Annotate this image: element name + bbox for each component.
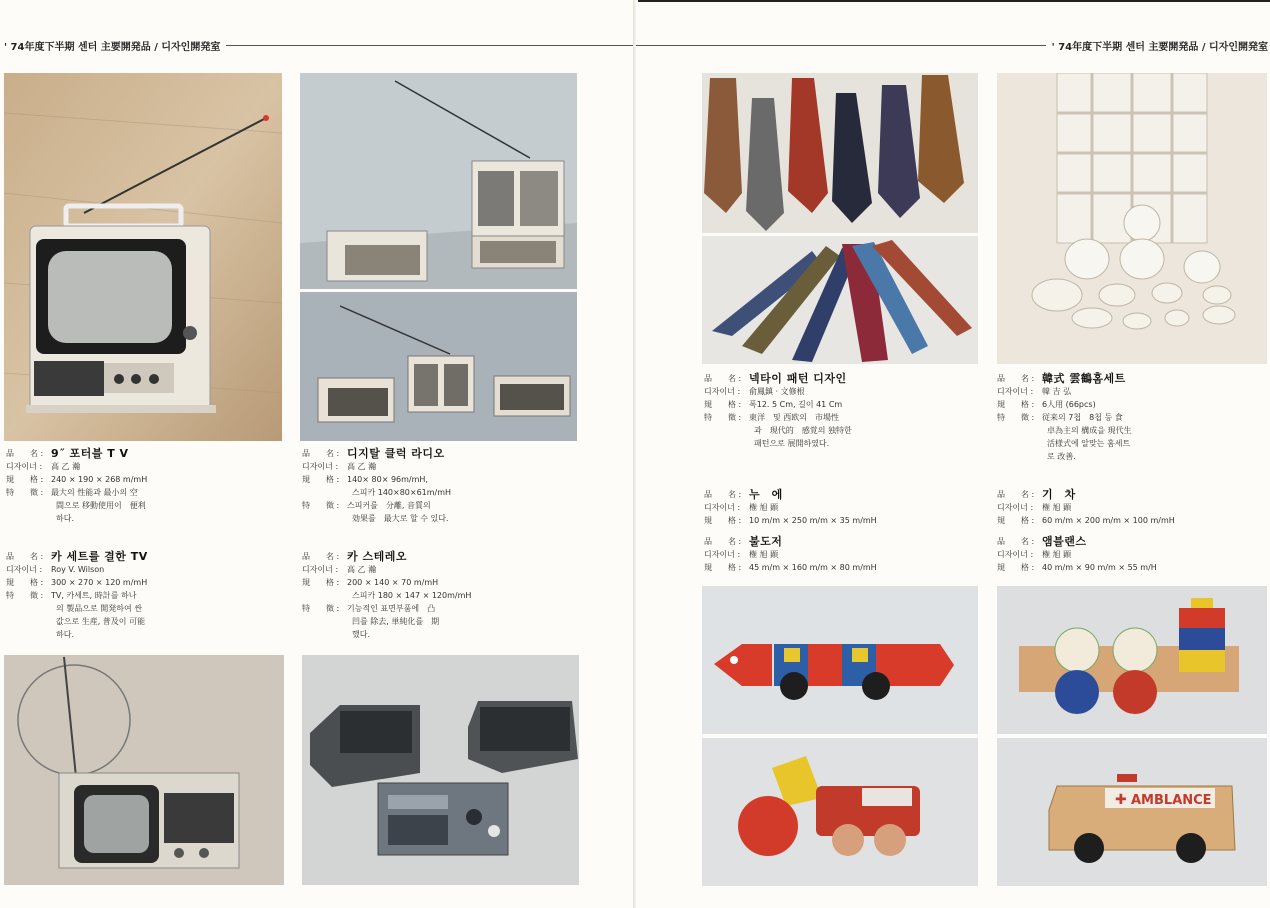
product-feature: 間으로 移動使用이 便利	[56, 501, 146, 510]
label-designer: 디자이너 :	[6, 462, 43, 471]
product-size: 60 m/m × 200 m/m × 100 m/mH	[1042, 516, 1175, 525]
product-feature: 東洋 및 西欧의 市場性	[749, 413, 839, 422]
photo-silkworm-toy	[702, 586, 978, 734]
product-size: 스피카 180 × 147 × 120m/mH	[352, 591, 472, 600]
photo-portable-tv	[4, 73, 282, 441]
product-name: 앰블랜스	[1042, 535, 1087, 548]
product-feature: TV, 카세트, 時計를 하나	[51, 591, 137, 600]
product-size: 40 m/m × 90 m/m × 55 m/H	[1042, 563, 1157, 572]
ambulance-label: AMBLANCE	[1131, 793, 1212, 808]
product-designer: 韓 吉 弘	[1042, 387, 1072, 396]
spec-train-toy	[997, 488, 1267, 527]
label-feature: 特 徵 :	[6, 488, 44, 497]
header-rule-left	[226, 45, 634, 46]
label-designer: 디자이너 :	[997, 550, 1034, 559]
product-feature: 했다.	[352, 630, 370, 639]
label-size: 規 格 :	[302, 475, 340, 484]
product-feature: 로 改善.	[1047, 452, 1076, 461]
label-name: 品 名 :	[302, 449, 340, 458]
photo-ambulance-toy	[997, 738, 1267, 886]
label-designer: 디자이너 :	[704, 503, 741, 512]
label-designer: 디자이너 :	[704, 387, 741, 396]
label-feature: 特 徵 :	[302, 501, 340, 510]
product-name: 넥타이 패턴 디자인	[749, 372, 847, 385]
label-designer: 디자이너 :	[302, 462, 339, 471]
product-feature: 값으로 生産, 普及이 可能	[56, 617, 146, 626]
product-size: 6人用 (66pcs)	[1042, 400, 1096, 409]
photo-ties-hanging	[702, 73, 978, 233]
label-designer: 디자이너 :	[997, 387, 1034, 396]
label-feature: 特 徵 :	[704, 413, 742, 422]
product-name: 9˝ 포터블 T V	[51, 447, 129, 460]
product-designer: 高 乙 瀚	[51, 462, 81, 471]
product-feature: 効果를 最大로 할 수 있다.	[352, 514, 449, 523]
product-designer: Roy V. Wilson	[51, 565, 105, 574]
header-title-left: ' 74年度下半期 센터 主要開発品 / 디자인開発室	[4, 42, 221, 53]
ambulance-cross-icon: ✚	[1115, 792, 1127, 808]
product-size: 300 × 270 × 120 m/mH	[51, 578, 148, 587]
label-designer: 디자이너 :	[704, 550, 741, 559]
right-page-header	[636, 38, 1268, 53]
photo-tableware-set	[997, 73, 1267, 364]
product-name: 누 에	[749, 488, 783, 501]
label-designer: 디자이너 :	[302, 565, 339, 574]
product-feature: 하다.	[56, 630, 74, 639]
product-designer: 高 乙 瀚	[347, 462, 377, 471]
header-title-right: ' 74年度下半期 센터 主要開発品 / 디자인開発室	[1051, 42, 1268, 53]
product-designer: 権 旭 顕	[1042, 550, 1072, 559]
photo-clock-radio-1	[300, 73, 577, 289]
label-name: 品 名 :	[997, 374, 1035, 383]
label-name: 品 名 :	[6, 449, 44, 458]
product-designer: 権 旭 顕	[749, 550, 779, 559]
product-name: 韓式 雲鶴홈세트	[1042, 372, 1126, 385]
product-size: 폭12. 5 Cm, 길이 41 Cm	[749, 400, 843, 409]
spec-car-stereo	[302, 550, 602, 641]
photo-car-stereo	[302, 655, 579, 885]
label-size: 規 格 :	[704, 563, 742, 572]
product-designer: 権 旭 顕	[749, 503, 779, 512]
spec-tableware-set	[997, 372, 1267, 463]
label-name: 品 名 :	[6, 552, 44, 561]
product-size: 45 m/m × 160 m/m × 80 m/mH	[749, 563, 877, 572]
right-page	[636, 0, 1270, 908]
product-feature: 最大의 性能과 最小의 空	[51, 488, 138, 497]
product-feature: 기능적인 표면부품에 凸	[347, 604, 436, 613]
spec-bulldozer-toy	[704, 535, 994, 574]
label-size: 規 格 :	[6, 475, 44, 484]
label-name: 品 名 :	[997, 537, 1035, 546]
spec-cassette-tv	[6, 550, 291, 641]
spec-portable-tv	[6, 447, 291, 525]
header-rule-right	[636, 45, 1046, 46]
product-size: 140× 80× 96m/mH,	[347, 475, 428, 484]
label-size: 規 格 :	[704, 400, 742, 409]
top-edge-line	[638, 0, 1270, 2]
label-designer: 디자이너 :	[997, 503, 1034, 512]
product-size: 10 m/m × 250 m/m × 35 m/mH	[749, 516, 877, 525]
spec-necktie-pattern	[704, 372, 994, 450]
photo-bulldozer-toy	[702, 738, 978, 886]
product-feature: 스피커를 分離, 音質의	[347, 501, 431, 510]
product-designer: 高 乙 瀚	[347, 565, 377, 574]
left-page-header	[4, 38, 634, 53]
product-name: 카 스테레오	[347, 550, 407, 563]
product-feature: 하다.	[56, 514, 74, 523]
photo-ties-spread	[702, 236, 978, 364]
label-name: 品 名 :	[704, 374, 742, 383]
label-feature: 特 徵 :	[302, 604, 340, 613]
product-designer: 権 旭 顕	[1042, 503, 1072, 512]
product-feature: 活様式에 알맞는 홈세트	[1047, 439, 1131, 448]
label-name: 品 名 :	[704, 490, 742, 499]
product-size: 240 × 190 × 268 m/mH	[51, 475, 148, 484]
label-size: 規 格 :	[997, 563, 1035, 572]
label-size: 規 格 :	[997, 516, 1035, 525]
label-feature: 特 徵 :	[997, 413, 1035, 422]
product-feature: 凹를 除去, 単純化를 期	[352, 617, 440, 626]
label-size: 規 格 :	[302, 578, 340, 587]
spec-ambulance-toy	[997, 535, 1267, 574]
product-name: 카 세트를 결한 TV	[51, 550, 148, 563]
product-feature: 従来의 7첩 8첩 등 食	[1042, 413, 1123, 422]
label-size: 規 格 :	[704, 516, 742, 525]
photo-cassette-tv	[4, 655, 284, 885]
label-size: 規 格 :	[997, 400, 1035, 409]
label-name: 品 名 :	[302, 552, 340, 561]
product-size: 스피카 140×80×61m/mH	[352, 488, 452, 497]
spec-silkworm-toy	[704, 488, 994, 527]
photo-clock-radio-2	[300, 292, 577, 441]
label-name: 品 名 :	[997, 490, 1035, 499]
product-name: 불도저	[749, 535, 783, 548]
product-name: 기 차	[1042, 488, 1076, 501]
product-designer: 俞鳳鎮 · 文修根	[749, 387, 805, 396]
product-feature: 卓為主의 構成을 現代生	[1047, 426, 1132, 435]
photo-train-toy	[997, 586, 1267, 734]
product-feature: 패턴으로 展開하였다.	[754, 439, 830, 448]
label-designer: 디자이너 :	[6, 565, 43, 574]
product-feature: 과 現代的 感覚의 独特한	[754, 426, 852, 435]
label-feature: 特 徵 :	[6, 591, 44, 600]
product-name: 디지탈 클럭 라디오	[347, 447, 445, 460]
product-size: 200 × 140 × 70 m/mH	[347, 578, 439, 587]
spec-clock-radio	[302, 447, 602, 525]
label-size: 規 格 :	[6, 578, 44, 587]
product-feature: 의 製品으로 開発하여 싼	[56, 604, 142, 613]
label-name: 品 名 :	[704, 537, 742, 546]
